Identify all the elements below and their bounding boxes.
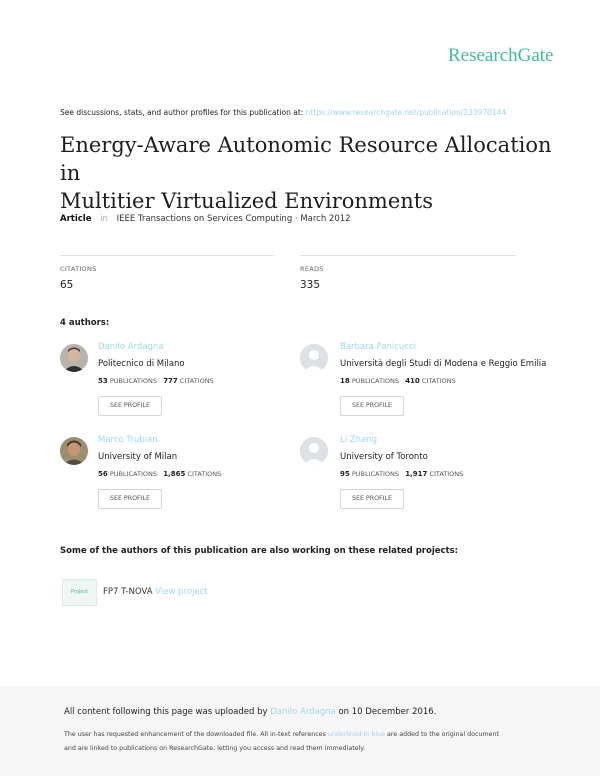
- upload-suffix: on 10 December 2016.: [338, 707, 437, 717]
- citations-value: 65: [60, 279, 74, 291]
- project-name: FP7 T-NOVA: [103, 587, 153, 597]
- project-thumbnail[interactable]: Project: [62, 579, 97, 606]
- citation-count: 777: [163, 377, 178, 385]
- author-stats: [98, 377, 214, 385]
- publication-count: 95: [340, 470, 350, 478]
- default-avatar-icon: [300, 344, 328, 372]
- article-meta: [60, 214, 351, 224]
- venue[interactable]: IEEE Transactions on Services Computing · March 2012: [116, 214, 351, 224]
- citation-count: 1,917: [405, 470, 428, 478]
- discussion-line: [60, 108, 506, 117]
- author-stats: [340, 377, 456, 385]
- note-prefix: The user has requested enhancement of the downloaded file. All in-text references: [64, 731, 326, 738]
- reads-divider: [300, 255, 516, 256]
- citation-count: 410: [405, 377, 420, 385]
- uploader-link[interactable]: Danilo Ardagna: [270, 707, 336, 717]
- publication-count: 56: [98, 470, 108, 478]
- default-avatar-icon: [300, 437, 328, 465]
- publications-label: PUBLICATIONS: [351, 470, 399, 478]
- view-project-link[interactable]: View project: [155, 587, 208, 597]
- article-type: Article: [60, 214, 92, 224]
- citation-count: 1,865: [163, 470, 186, 478]
- publication-url[interactable]: https://www.researchgate.net/publication/233970144: [305, 108, 507, 117]
- in-label: in: [100, 214, 108, 224]
- reads-value: 335: [300, 279, 321, 291]
- reads-label: READS: [300, 265, 324, 273]
- authors-heading: 4 authors:: [60, 318, 110, 328]
- citations-label: CITATIONS: [187, 470, 222, 478]
- author-stats: [340, 470, 463, 478]
- project-entry: [103, 587, 208, 597]
- discussion-prefix: See discussions, stats, and author profiles for this publication at:: [60, 108, 304, 117]
- author-institution: University of Milan: [98, 452, 178, 462]
- underlined-blue-link[interactable]: underlined in blue: [327, 731, 386, 738]
- see-profile-button[interactable]: SEE PROFILE: [340, 396, 404, 416]
- see-profile-button[interactable]: SEE PROFILE: [98, 396, 162, 416]
- citations-divider: [60, 255, 275, 256]
- author-name[interactable]: Barbara Panicucci: [340, 342, 417, 352]
- publications-label: PUBLICATIONS: [109, 470, 157, 478]
- researchgate-logo[interactable]: ResearchGate: [448, 45, 554, 66]
- enhancement-note-line-2: and are linked to publications on ResearchGate, letting you access and read them immediately.: [64, 745, 366, 752]
- author-avatar[interactable]: [60, 344, 88, 372]
- author-institution: University of Toronto: [340, 452, 428, 462]
- citations-label: CITATIONS: [60, 265, 97, 273]
- author-avatar[interactable]: [60, 437, 88, 465]
- publication-count: 18: [340, 377, 350, 385]
- see-profile-button[interactable]: SEE PROFILE: [340, 489, 404, 509]
- author-avatar[interactable]: [300, 437, 328, 465]
- title-line-1: Energy-Aware Autonomic Resource Allocation in: [60, 133, 552, 185]
- publications-label: PUBLICATIONS: [109, 377, 157, 385]
- author-stats: [98, 470, 221, 478]
- citations-label: CITATIONS: [429, 470, 464, 478]
- author-institution: Università degli Studi di Modena e Reggio Emilia: [340, 359, 547, 369]
- see-profile-button[interactable]: SEE PROFILE: [98, 489, 162, 509]
- author-avatar[interactable]: [300, 344, 328, 372]
- related-projects-heading: Some of the authors of this publication are also working on these related projects:: [60, 546, 459, 556]
- paper-title: [60, 131, 560, 215]
- upload-notice: [64, 707, 436, 717]
- publication-count: 53: [98, 377, 108, 385]
- citations-label: CITATIONS: [179, 377, 214, 385]
- title-line-2: Multitier Virtualized Environments: [60, 189, 433, 213]
- author-photo-icon: [60, 344, 88, 372]
- publications-label: PUBLICATIONS: [351, 377, 399, 385]
- author-name[interactable]: Li Zhang: [340, 435, 378, 445]
- upload-prefix: All content following this page was uploaded by: [64, 707, 268, 717]
- author-name[interactable]: Danilo Ardagna: [98, 342, 164, 352]
- author-name[interactable]: Marco Trubian: [98, 435, 158, 445]
- author-institution: Politecnico di Milano: [98, 359, 185, 369]
- citations-label: CITATIONS: [421, 377, 456, 385]
- enhancement-note: [64, 731, 499, 738]
- author-photo-icon: [60, 437, 88, 465]
- note-suffix: are added to the original document: [387, 731, 499, 738]
